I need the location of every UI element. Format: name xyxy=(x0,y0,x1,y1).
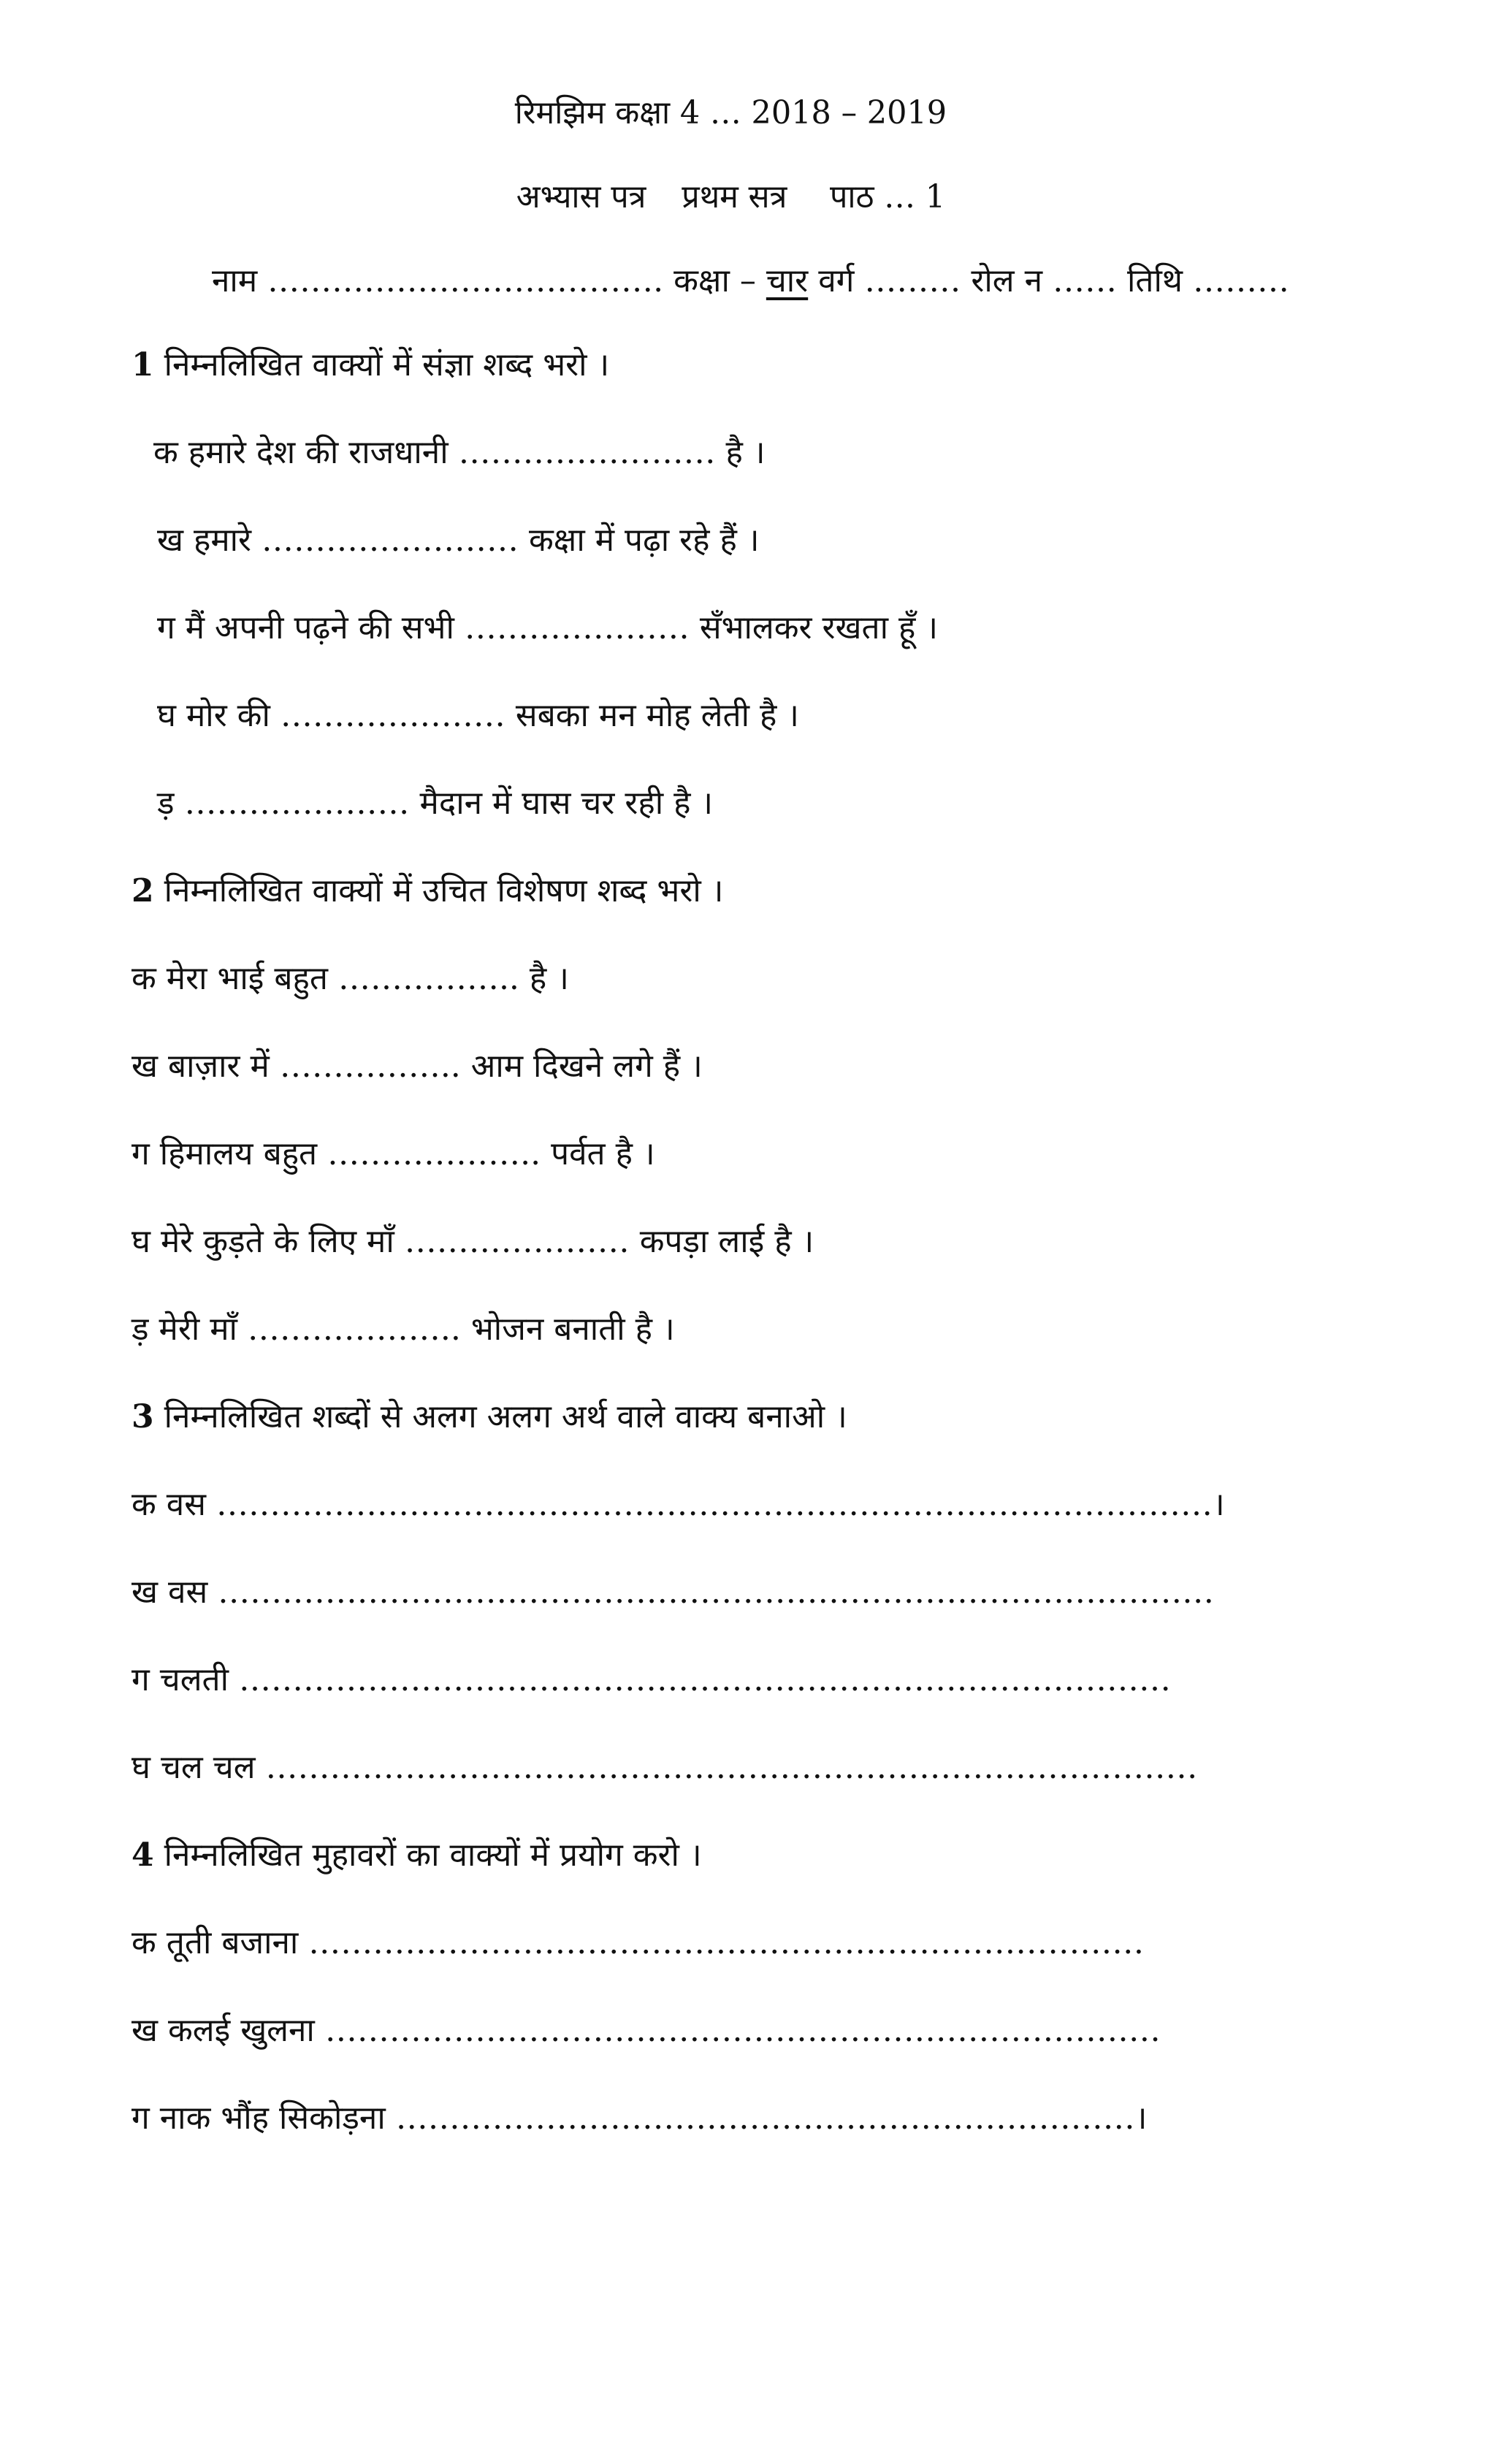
question-item: घ मोर की ………………… सबका मन मोह लेती है । xyxy=(157,697,799,734)
student-info-line xyxy=(212,259,1289,303)
subtitle-lesson: पाठ … 1 xyxy=(829,178,946,215)
subtitle-practice-sheet: अभ्यास पत्र xyxy=(516,178,646,215)
section-1-heading xyxy=(131,343,609,387)
question-item: ग हिमालय बहुत ……………….. पर्वत है । xyxy=(131,1135,655,1172)
section-instruction: निम्नलिखित वाक्यों में उचित विशेषण शब्द भरो । xyxy=(164,872,724,909)
section-2-heading xyxy=(131,869,723,913)
question-item: ख वस ………………………………………………………………………………… xyxy=(131,1574,1215,1611)
class-value: चार xyxy=(766,262,809,300)
section-instruction: निम्नलिखित वाक्यों में संज्ञा शब्द भरो । xyxy=(164,346,610,384)
question-item: क तूती बजाना …………………………………………………………………… xyxy=(131,1924,1145,1961)
subtitle-term: प्रथम सत्र xyxy=(682,178,787,215)
section-4-heading xyxy=(131,1834,702,1877)
question-item: ख हमारे …………………… कक्षा में पढ़ा रहे हैं । xyxy=(157,522,760,559)
section-number: 3 xyxy=(131,1398,154,1435)
question-item: क वस …………………………………………………………………………………। xyxy=(131,1486,1225,1523)
question-item: ग चलती …………………………………………………………………………… xyxy=(131,1661,1171,1698)
question-item: ख बाज़ार में …………….. आम दिखने लगे हैं । xyxy=(131,1048,703,1085)
question-item: घ मेरे कुड़ते के लिए माँ ………………… कपड़ा लाई है । xyxy=(131,1223,814,1260)
question-item: ड़ मेरी माँ ……………….. भोजन बनाती है । xyxy=(131,1311,675,1348)
question-item: ग मैं अपनी पढ़ने की सभी ………………… सँभालकर रखता हूँ । xyxy=(157,609,939,646)
section-roll-date-fields: वर्ग ……… रोल न …… तिथि ……… xyxy=(818,262,1289,300)
section-number: 1 xyxy=(131,346,154,384)
section-instruction: निम्नलिखित मुहावरों का वाक्यों में प्रयोग करो । xyxy=(164,1836,702,1874)
section-instruction: निम्नलिखित शब्दों से अलग अलग अर्थ वाले वाक्य बनाओ । xyxy=(164,1398,847,1435)
name-field: नाम ………………………………. xyxy=(212,262,664,300)
question-item: क मेरा भाई बहुत …………….. है । xyxy=(131,960,569,997)
question-item: ड़ ………………… मैदान में घास चर रही है । xyxy=(157,785,714,822)
question-item: ग नाक भौंह सिकोड़ना ……………………………………………………………। xyxy=(131,2099,1148,2137)
section-3-heading xyxy=(131,1395,847,1439)
question-item: क हमारे देश की राजधानी …………………… है । xyxy=(153,434,766,471)
section-number: 4 xyxy=(131,1836,154,1874)
worksheet-title: रिमझिम कक्षा 4 … 2018 – 2019 xyxy=(514,94,947,131)
worksheet-subtitle xyxy=(0,175,1462,219)
section-number: 2 xyxy=(131,872,154,909)
question-item: घ चल चल …………………………………………………………………………… xyxy=(131,1749,1198,1786)
question-item: ख कलई खुलना …………………………………………………………………… xyxy=(131,2012,1161,2049)
class-label: कक्षा – xyxy=(673,262,756,300)
